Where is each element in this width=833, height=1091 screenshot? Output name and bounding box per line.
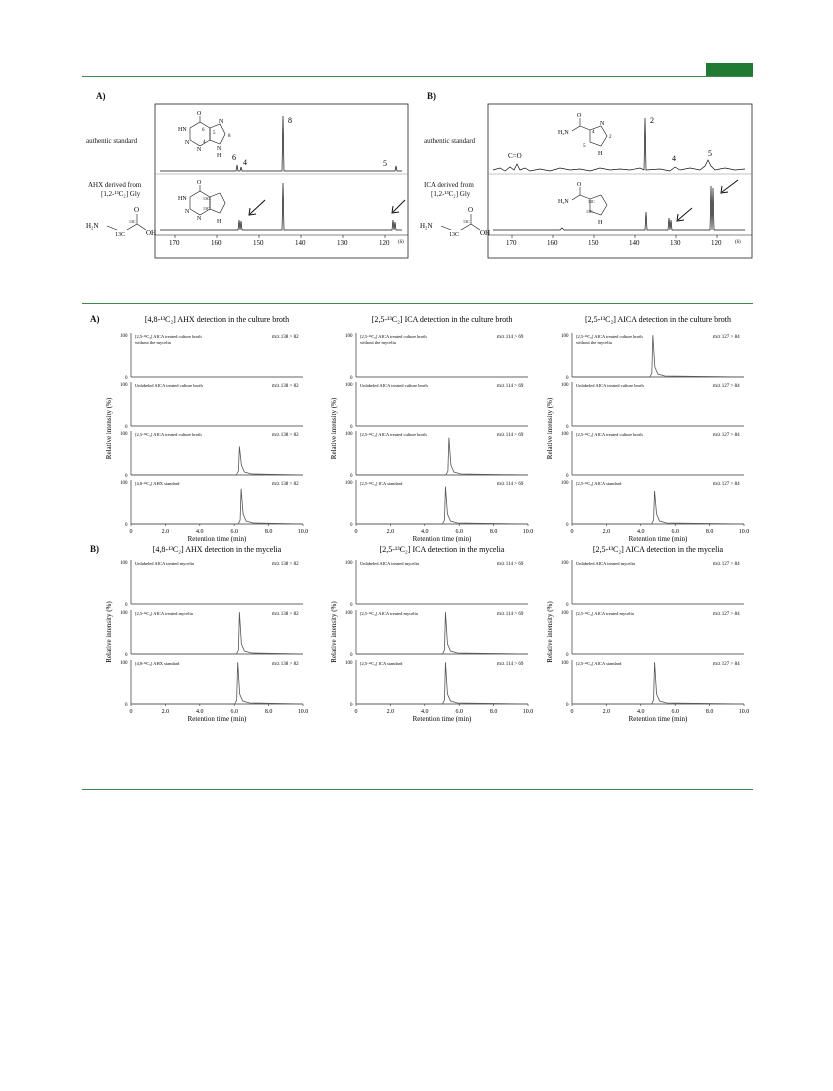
chrom-peak xyxy=(131,489,303,524)
chrom-y-top-label: 100 xyxy=(561,481,569,486)
chrom-y-axis-label: Relative intensity (%) xyxy=(546,601,554,663)
chrom-peak xyxy=(572,491,744,524)
chrom-mrm-label: m/z 138 > 82 xyxy=(272,433,299,438)
chrom-x-tick-label: 10.0 xyxy=(522,709,534,715)
struct-a-num-4: 4 xyxy=(203,140,206,145)
nmr-a-tick-label: 130 xyxy=(337,239,348,247)
chrom-mrm-label: m/z 127 > 84 xyxy=(713,335,740,340)
chrom-x-tick-label: 6.0 xyxy=(230,709,238,715)
nmr-b-peak-4: 4 xyxy=(672,154,676,163)
chrom-trace-label: [2,5-¹³C₂] AICA treated culture broth xyxy=(360,432,427,437)
struct-b2-h: H xyxy=(598,220,603,226)
chrom-x-axis-label: Retention time (min) xyxy=(412,535,472,543)
chrom-trace-label: [2,5-¹³C₂] AICA treated culture broth xyxy=(576,432,643,437)
chrom-y-top-label: 100 xyxy=(345,481,353,486)
chrom-mrm-label: m/z 138 > 82 xyxy=(272,335,299,340)
chrom-x-axis-label: Retention time (min) xyxy=(628,715,688,723)
struct-b2-13c-a: 13C xyxy=(588,199,595,204)
chrom-x-tick-label: 10.0 xyxy=(297,709,309,715)
nmr-b-tick-label: 140 xyxy=(629,239,640,247)
chrom-trace-label: [2,5-¹³C₂] AICA treated culture broth xyxy=(360,334,427,339)
chrom-x-tick-label: 0 xyxy=(570,709,574,715)
chrom-trace-label: Unlabeled AICA treated culture broth xyxy=(576,383,644,388)
struct-a-num-6: 6 xyxy=(202,128,205,133)
chrom-y-top-label: 100 xyxy=(120,383,128,388)
gly-a-h2n: H₂N xyxy=(86,222,99,230)
chrom-trace-label: without the mycelia xyxy=(135,340,171,345)
chrom-trace-label: [2,5-¹³C₂] ICA standard xyxy=(360,481,403,486)
struct-a2-n-bottom: N xyxy=(197,216,202,222)
gly-b-oh: OH xyxy=(480,229,491,237)
chrom-x-tick-label: 2.0 xyxy=(602,709,611,715)
chrom-x-tick-label: 4.0 xyxy=(421,529,429,535)
chrom-b-label: B) xyxy=(90,544,99,554)
chrom-x-tick-label: 4.0 xyxy=(637,529,645,535)
nmr-b-unit: (δ) xyxy=(735,240,741,245)
chrom-x-tick-label: 8.0 xyxy=(489,709,498,715)
chrom-y-zero-label: 0 xyxy=(125,523,128,528)
struct-a-hn: HN xyxy=(178,127,187,133)
nmr-b-tick-label: 160 xyxy=(547,239,558,247)
chrom-x-axis-label: Retention time (min) xyxy=(187,535,247,543)
chrom-x-tick-label: 6.0 xyxy=(671,709,679,715)
chrom-x-tick-label: 10.0 xyxy=(522,529,534,535)
chrom-trace-label: [2,5-¹³C₂] AICA standard xyxy=(576,481,622,486)
chrom-y-zero-label: 0 xyxy=(566,523,569,528)
nmr-a-tick-label: 150 xyxy=(253,239,264,247)
chrom-mrm-label: m/z 127 > 84 xyxy=(713,433,740,438)
chrom-panel-title-2: [2,5-¹³C₂] AICA detection in the culture broth xyxy=(585,315,731,324)
chrom-peak xyxy=(131,612,303,654)
struct-b2-13c-b: 13C xyxy=(586,209,593,214)
chrom-x-tick-label: 8.0 xyxy=(705,709,714,715)
chrom-peak xyxy=(131,662,303,704)
struct-b-h: H xyxy=(598,151,603,157)
chrom-x-tick-label: 6.0 xyxy=(455,529,463,535)
chrom-trace-label: Unlabeled AICA treated culture broth xyxy=(360,383,428,388)
chrom-x-tick-label: 2.0 xyxy=(602,529,611,535)
chrom-trace-label: without the mycelia xyxy=(360,340,396,345)
nmr-a-tick-label: 160 xyxy=(211,239,222,247)
chrom-mrm-label: m/z 114 > 69 xyxy=(497,335,524,340)
struct-b-num-5: 5 xyxy=(583,144,586,149)
chrom-y-zero-label: 0 xyxy=(350,603,353,608)
chrom-x-tick-label: 0 xyxy=(354,529,358,535)
chrom-trace-label: [2,5-¹³C₂] ICA standard xyxy=(360,661,403,666)
chrom-y-zero-label: 0 xyxy=(125,603,128,608)
chrom-x-tick-label: 0 xyxy=(570,529,574,535)
chrom-y-zero-label: 0 xyxy=(566,425,569,430)
chrom-mrm-label: m/z 114 > 69 xyxy=(497,662,524,667)
chrom-trace-label: [2,5-¹³C₂] AICA treated mycelia xyxy=(576,611,634,616)
gly-a-o: O xyxy=(134,206,140,214)
struct-a2-h: H xyxy=(217,219,222,225)
chrom-y-top-label: 100 xyxy=(345,661,353,666)
chrom-mrm-label: m/z 127 > 84 xyxy=(713,482,740,487)
chrom-y-top-label: 100 xyxy=(120,611,128,616)
chrom-panel-title-0: [4,8-¹³C₂] AHX detection in the culture broth xyxy=(144,315,290,324)
chrom-x-tick-label: 8.0 xyxy=(264,529,273,535)
struct-a2-n-lower: N xyxy=(185,209,190,215)
chrom-y-top-label: 100 xyxy=(345,611,353,616)
struct-a-n-lower: N xyxy=(185,140,190,146)
chrom-x-tick-label: 6.0 xyxy=(230,529,238,535)
chrom-y-zero-label: 0 xyxy=(125,376,128,381)
struct-a2-hn: HN xyxy=(178,196,187,202)
struct-a-num-5: 5 xyxy=(213,131,216,136)
chrom-mrm-label: m/z 114 > 69 xyxy=(497,562,524,567)
chrom-x-tick-label: 4.0 xyxy=(196,709,204,715)
chrom-y-top-label: 100 xyxy=(120,661,128,666)
nmr-a-derived-label-1: AHX derived from xyxy=(88,181,142,189)
nmr-b-derived-label-1: ICA derived from xyxy=(424,181,474,189)
chrom-trace-label: without the mycelia xyxy=(576,340,612,345)
nmr-b-tick-label: 170 xyxy=(506,239,517,247)
chrom-x-tick-label: 8.0 xyxy=(264,709,273,715)
chrom-trace-label: [2,5-¹³C₂] AICA treated culture broth xyxy=(135,432,202,437)
nmr-a-peak-8: 8 xyxy=(288,116,292,125)
gly-b-13c-b: 13C xyxy=(463,219,470,224)
struct-a2-13c-a: 13C xyxy=(203,196,210,201)
chrom-panel-title-4: [2,5-¹³C₂] ICA detection in the mycelia xyxy=(379,545,505,554)
nmr-b-peak-co: C=O xyxy=(508,152,522,160)
chrom-trace-label: Unlabeled AICA treated mycelia xyxy=(360,561,419,566)
chrom-x-tick-label: 4.0 xyxy=(196,529,204,535)
chrom-y-axis-label: Relative intensity (%) xyxy=(546,397,554,460)
chrom-mrm-label: m/z 114 > 69 xyxy=(497,482,524,487)
chrom-y-top-label: 100 xyxy=(345,561,353,566)
chrom-y-axis-label: Relative intensity (%) xyxy=(105,601,113,663)
chrom-x-tick-label: 2.0 xyxy=(386,709,395,715)
nmr-b-peak-2: 2 xyxy=(650,116,654,125)
chrom-mrm-label: m/z 138 > 82 xyxy=(272,384,299,389)
gly-a-13c: 13C xyxy=(115,232,126,238)
chrom-trace-label: [2,5-¹³C₂] AICA treated mycelia xyxy=(135,611,193,616)
nmr-b-tick-label: 130 xyxy=(670,239,681,247)
nmr-b-tick-label: 120 xyxy=(711,239,722,247)
nmr-b-derived-label-2: [1,2-¹³C₂] Gly xyxy=(431,190,471,198)
chrom-peak xyxy=(131,446,303,475)
chrom-y-top-label: 100 xyxy=(345,432,353,437)
chrom-y-top-label: 100 xyxy=(561,334,569,339)
chrom-trace-label: [2,5-¹³C₂] AICA treated mycelia xyxy=(360,611,418,616)
chrom-peak xyxy=(572,662,744,704)
chrom-peak xyxy=(356,487,528,524)
bottom-rule xyxy=(82,789,753,790)
chrom-y-axis-label: Relative intensity (%) xyxy=(330,601,338,663)
chrom-peak xyxy=(356,438,528,475)
chrom-y-top-label: 100 xyxy=(120,432,128,437)
chrom-trace-label: [2,5-¹³C₂] AICA standard xyxy=(576,661,622,666)
chrom-y-zero-label: 0 xyxy=(350,523,353,528)
struct-b-n: N xyxy=(600,121,605,127)
chrom-mrm-label: m/z 114 > 69 xyxy=(497,384,524,389)
chrom-x-tick-label: 8.0 xyxy=(705,529,714,535)
chrom-trace-label: [4,8-¹³C₂] AHX standard xyxy=(135,481,180,486)
chrom-mrm-label: m/z 127 > 84 xyxy=(713,662,740,667)
nmr-a-tick-label: 140 xyxy=(295,239,306,247)
nmr-b-label: B) xyxy=(427,91,436,101)
chrom-x-tick-label: 0 xyxy=(129,529,133,535)
chrom-y-top-label: 100 xyxy=(561,611,569,616)
chrom-y-top-label: 100 xyxy=(345,334,353,339)
struct-a-h: H xyxy=(217,153,222,159)
struct-a2-13c-b: 13C xyxy=(203,206,210,211)
struct-b-o: O xyxy=(577,113,582,119)
chrom-y-top-label: 100 xyxy=(345,383,353,388)
nmr-b-standard-label: authentic standard xyxy=(424,137,476,145)
chrom-panel-title-1: [2,5-¹³C₂] ICA detection in the culture broth xyxy=(371,315,513,324)
nmr-a-standard-label: authentic standard xyxy=(86,137,138,145)
nmr-b-tick-label: 150 xyxy=(588,239,599,247)
nmr-a-unit: (δ) xyxy=(398,240,404,245)
chrom-x-tick-label: 4.0 xyxy=(637,709,645,715)
nmr-a-label: A) xyxy=(96,91,106,101)
chrom-mrm-label: m/z 114 > 69 xyxy=(497,433,524,438)
chrom-y-zero-label: 0 xyxy=(350,376,353,381)
nmr-a-peak-5: 5 xyxy=(383,159,387,168)
gly-a-oh: OH xyxy=(146,229,157,237)
chrom-mrm-label: m/z 138 > 82 xyxy=(272,662,299,667)
struct-a-n9: N xyxy=(217,146,222,152)
gly-b-o: O xyxy=(468,206,474,214)
chrom-x-axis-label: Retention time (min) xyxy=(187,715,247,723)
chrom-x-tick-label: 10.0 xyxy=(738,529,750,535)
chrom-trace-label: Unlabeled AICA treated mycelia xyxy=(576,561,635,566)
chrom-trace-label: Unlabeled AICA treated mycelia xyxy=(135,561,194,566)
nmr-a-tick-label: 170 xyxy=(169,239,180,247)
chrom-mrm-label: m/z 127 > 84 xyxy=(713,562,740,567)
chrom-x-axis-label: Retention time (min) xyxy=(628,535,688,543)
chrom-x-tick-label: 6.0 xyxy=(455,709,463,715)
chrom-x-tick-label: 2.0 xyxy=(161,709,170,715)
chrom-trace-label: [2,5-¹³C₂] AICA treated culture broth xyxy=(135,334,202,339)
chrom-y-zero-label: 0 xyxy=(566,603,569,608)
chrom-panel-title-5: [2,5-¹³C₂] AICA detection in the mycelia xyxy=(592,545,724,554)
chrom-x-tick-label: 6.0 xyxy=(671,529,679,535)
chrom-y-top-label: 100 xyxy=(120,561,128,566)
chrom-x-tick-label: 10.0 xyxy=(297,529,309,535)
struct-a-n-bottom: N xyxy=(197,147,202,153)
chrom-trace-label: [2,5-¹³C₂] AICA treated culture broth xyxy=(576,334,643,339)
nmr-a-tick-label: 120 xyxy=(379,239,390,247)
chrom-y-zero-label: 0 xyxy=(125,474,128,479)
struct-b2-o: O xyxy=(577,182,582,188)
nmr-b-peak-5: 5 xyxy=(708,149,712,158)
chrom-y-top-label: 100 xyxy=(120,334,128,339)
chrom-y-axis-label: Relative intensity (%) xyxy=(105,397,113,460)
nmr-a-peak-6: 6 xyxy=(232,153,236,162)
chrom-y-zero-label: 0 xyxy=(350,653,353,658)
chrom-x-axis-label: Retention time (min) xyxy=(412,715,472,723)
chrom-a-label: A) xyxy=(90,314,100,324)
chrom-trace-label: Unlabeled AICA treated culture broth xyxy=(135,383,203,388)
chrom-x-tick-label: 2.0 xyxy=(386,529,395,535)
struct-b-num-2: 2 xyxy=(609,135,612,140)
chrom-y-zero-label: 0 xyxy=(125,653,128,658)
struct-a-o: O xyxy=(197,111,202,117)
chrom-trace-label: [4,8-¹³C₂] AHX standard xyxy=(135,661,180,666)
chrom-y-zero-label: 0 xyxy=(566,703,569,708)
chrom-x-tick-label: 4.0 xyxy=(421,709,429,715)
chrom-y-top-label: 100 xyxy=(561,661,569,666)
chrom-mrm-label: m/z 138 > 82 xyxy=(272,562,299,567)
chrom-y-top-label: 100 xyxy=(561,383,569,388)
chrom-x-tick-label: 10.0 xyxy=(738,709,750,715)
chrom-peak xyxy=(356,612,528,654)
chrom-y-zero-label: 0 xyxy=(350,425,353,430)
nmr-a-derived-label-2: [1,2-¹³C₂] Gly xyxy=(101,190,141,198)
nmr-a-peak-4: 4 xyxy=(243,158,247,167)
gly-b-h2n: H₂N xyxy=(420,222,433,230)
struct-b-num-4: 4 xyxy=(592,130,595,135)
struct-a-num-8: 8 xyxy=(228,134,231,139)
chrom-y-top-label: 100 xyxy=(561,432,569,437)
chrom-mrm-label: m/z 138 > 82 xyxy=(272,482,299,487)
chrom-peak xyxy=(356,662,528,704)
struct-a-n7: N xyxy=(219,119,224,125)
chrom-y-top-label: 100 xyxy=(120,481,128,486)
chrom-mrm-label: m/z 127 > 84 xyxy=(713,612,740,617)
chrom-y-zero-label: 0 xyxy=(125,425,128,430)
gly-a-13c-b: 13C xyxy=(129,219,136,224)
chrom-y-zero-label: 0 xyxy=(350,474,353,479)
chrom-y-zero-label: 0 xyxy=(566,653,569,658)
chrom-y-axis-label: Relative intensity (%) xyxy=(330,397,338,460)
chrom-y-top-label: 100 xyxy=(561,561,569,566)
chrom-x-tick-label: 0 xyxy=(354,709,358,715)
chrom-panel-title-3: [4,8-¹³C₂] AHX detection in the mycelia xyxy=(152,545,282,554)
chrom-x-tick-label: 0 xyxy=(129,709,133,715)
chrom-mrm-label: m/z 138 > 82 xyxy=(272,612,299,617)
chrom-x-tick-label: 2.0 xyxy=(161,529,170,535)
struct-a2-o: O xyxy=(197,180,202,186)
chrom-x-tick-label: 8.0 xyxy=(489,529,498,535)
chrom-y-zero-label: 0 xyxy=(566,474,569,479)
struct-b2-h2n: H₂N xyxy=(558,199,569,205)
chrom-mrm-label: m/z 127 > 84 xyxy=(713,384,740,389)
chrom-mrm-label: m/z 114 > 69 xyxy=(497,612,524,617)
chrom-y-zero-label: 0 xyxy=(350,703,353,708)
chrom-y-zero-label: 0 xyxy=(125,703,128,708)
chrom-y-zero-label: 0 xyxy=(566,376,569,381)
gly-b-13c: 13C xyxy=(449,232,460,238)
struct-b-h2n: H₂N xyxy=(558,130,569,136)
